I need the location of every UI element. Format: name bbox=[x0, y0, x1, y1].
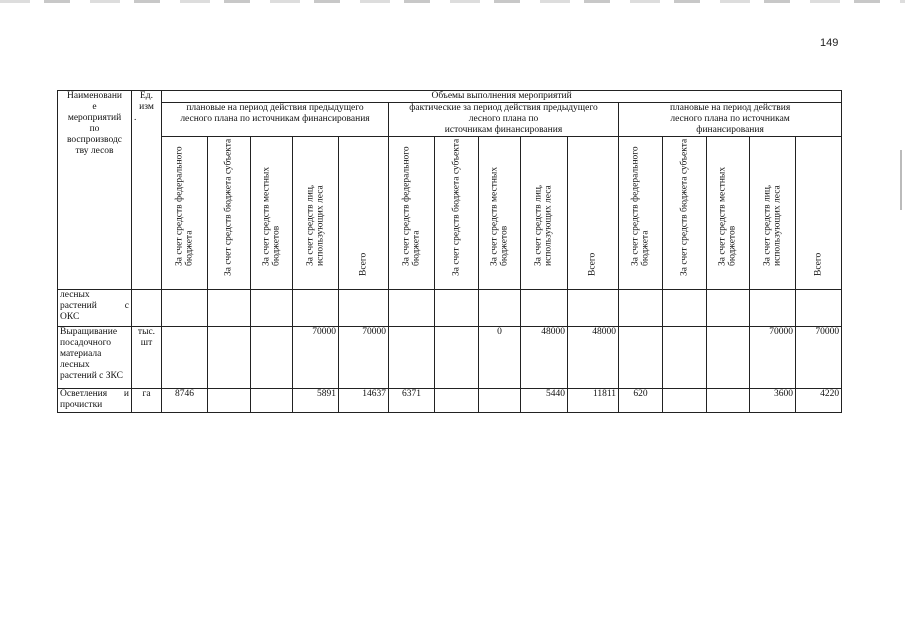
value-cell: 4220 bbox=[796, 389, 842, 413]
value-cell bbox=[389, 327, 435, 389]
subcolumn-header bbox=[568, 137, 619, 290]
subcolumn-header-label: За счет средств местных бюджетов bbox=[261, 166, 281, 266]
value-cell: 3600 bbox=[750, 389, 796, 413]
value-cell bbox=[750, 290, 796, 327]
subcolumn-header bbox=[293, 137, 339, 290]
header-row-main bbox=[58, 91, 842, 103]
unit-header-cell bbox=[132, 91, 162, 290]
unit-header-line: Ед. bbox=[139, 91, 153, 101]
value-cell bbox=[707, 327, 750, 389]
value-cell: 70000 bbox=[796, 327, 842, 389]
name-header-line: тву лесов bbox=[75, 146, 114, 156]
row-name-line: материала bbox=[60, 349, 102, 359]
table-row bbox=[58, 327, 842, 389]
row-unit-line: шт bbox=[140, 338, 153, 348]
subcolumn-header-label: За счет средств федерального бюджета bbox=[174, 146, 194, 266]
subcolumn-header bbox=[479, 137, 521, 290]
value-cell bbox=[619, 327, 663, 389]
subcolumn-header bbox=[521, 137, 568, 290]
value-cell bbox=[707, 290, 750, 327]
subcolumn-header-label: За счет средств лиц, использующих леса bbox=[762, 184, 782, 266]
forest-reproduction-table bbox=[57, 90, 842, 413]
row-name-line: Выращивание bbox=[60, 327, 118, 337]
value-cell: 48000 bbox=[521, 327, 568, 389]
subcolumn-header-label: Всего bbox=[812, 252, 823, 276]
subcolumn-header-label: За счет средств федерального бюджета bbox=[401, 146, 421, 266]
value-cell bbox=[435, 389, 479, 413]
group-header-planned-previous: плановые на период действия предыдущего лесного плана по источникам финансирования bbox=[162, 103, 389, 137]
value-cell bbox=[162, 290, 208, 327]
table-row bbox=[58, 290, 842, 327]
value-cell bbox=[663, 290, 707, 327]
group-header-actual-previous: фактические за период действия предыдущего лесного плана по источникам финансирования bbox=[389, 103, 619, 137]
value-cell bbox=[208, 389, 251, 413]
subcolumn-header bbox=[162, 137, 208, 290]
value-cell bbox=[568, 290, 619, 327]
row-unit-cell bbox=[132, 389, 162, 413]
row-name-line: Осветления и bbox=[60, 389, 129, 399]
subcolumn-header-label: За счет средств бюджета субъекта bbox=[678, 138, 689, 276]
value-cell bbox=[707, 389, 750, 413]
subcolumn-header-label: За счет средств лиц, использующих леса bbox=[533, 184, 553, 266]
value-cell: 70000 bbox=[339, 327, 389, 389]
value-cell: 48000 bbox=[568, 327, 619, 389]
scan-edge-right bbox=[900, 150, 902, 210]
value-cell bbox=[208, 290, 251, 327]
value-cell: 70000 bbox=[750, 327, 796, 389]
row-unit-cell bbox=[132, 290, 162, 327]
value-cell bbox=[339, 290, 389, 327]
value-cell: 11811 bbox=[568, 389, 619, 413]
subcolumn-header bbox=[339, 137, 389, 290]
subcolumn-header bbox=[663, 137, 707, 290]
value-cell bbox=[663, 389, 707, 413]
unit-header-line: изм bbox=[139, 102, 154, 112]
subcolumn-header-label: За счет средств бюджета субъекта bbox=[450, 138, 461, 276]
value-cell bbox=[796, 290, 842, 327]
subcolumn-header bbox=[208, 137, 251, 290]
value-cell bbox=[479, 389, 521, 413]
table-body bbox=[58, 91, 842, 413]
row-name-line: растений с bbox=[60, 301, 129, 311]
subcolumn-header bbox=[251, 137, 293, 290]
value-cell: 6371 bbox=[389, 389, 435, 413]
row-name-cell bbox=[58, 290, 132, 327]
value-cell bbox=[663, 327, 707, 389]
name-header-line: воспроизводс bbox=[67, 135, 122, 145]
name-header-line: по bbox=[89, 124, 100, 134]
value-cell: 620 bbox=[619, 389, 663, 413]
row-unit-line: га bbox=[142, 389, 151, 399]
subcolumn-header-label: За счет средств местных бюджетов bbox=[489, 166, 509, 266]
row-name-line: лесных bbox=[60, 290, 90, 300]
value-cell bbox=[435, 327, 479, 389]
subcolumn-header bbox=[707, 137, 750, 290]
row-unit-cell bbox=[132, 327, 162, 389]
value-cell: 0 bbox=[479, 327, 521, 389]
scan-edge-top bbox=[0, 0, 905, 3]
page-number: 149 bbox=[820, 37, 839, 49]
subcolumn-header-label: За счет средств лиц, использующих леса bbox=[305, 184, 325, 266]
value-cell: 5440 bbox=[521, 389, 568, 413]
value-cell: 14637 bbox=[339, 389, 389, 413]
row-name-line: ОКС bbox=[60, 312, 80, 322]
value-cell bbox=[208, 327, 251, 389]
unit-header-line: . bbox=[134, 113, 137, 123]
subcolumn-header-label: Всего bbox=[357, 252, 368, 276]
name-header-line: мероприятий bbox=[67, 113, 122, 123]
row-name-line: лесных bbox=[60, 360, 90, 370]
value-cell bbox=[251, 389, 293, 413]
subcolumn-header-label: За счет средств федерального бюджета bbox=[630, 146, 650, 266]
subcolumn-header bbox=[750, 137, 796, 290]
row-unit-line: тыс. bbox=[137, 327, 156, 337]
header-row-groups bbox=[58, 103, 842, 137]
value-cell bbox=[293, 290, 339, 327]
group-header-planned-current: плановые на период действия лесного плана по источникам финансирования bbox=[619, 103, 842, 137]
value-cell bbox=[162, 327, 208, 389]
value-cell bbox=[619, 290, 663, 327]
subcolumn-header-label: Всего bbox=[587, 252, 598, 276]
value-cell bbox=[251, 327, 293, 389]
value-cell bbox=[479, 290, 521, 327]
row-name-cell bbox=[58, 389, 132, 413]
subcolumn-header-label: За счет средств бюджета субъекта bbox=[223, 138, 234, 276]
subcolumn-header bbox=[389, 137, 435, 290]
subcolumn-header bbox=[796, 137, 842, 290]
name-header-line: Наименовани bbox=[67, 91, 122, 101]
value-cell: 8746 bbox=[162, 389, 208, 413]
value-cell bbox=[435, 290, 479, 327]
header-row-subcols bbox=[58, 137, 842, 290]
value-cell bbox=[251, 290, 293, 327]
row-name-line: посадочного bbox=[60, 338, 111, 348]
row-name-cell bbox=[58, 327, 132, 389]
subcolumn-header-label: За счет средств местных бюджетов bbox=[717, 166, 737, 266]
name-header-line: е bbox=[92, 102, 97, 112]
volumes-header: Объемы выполнения мероприятий bbox=[162, 91, 842, 103]
value-cell: 5891 bbox=[293, 389, 339, 413]
value-cell: 70000 bbox=[293, 327, 339, 389]
row-name-line: растений с ЗКС bbox=[60, 371, 123, 381]
row-name-line: прочистки bbox=[60, 400, 103, 410]
table-row bbox=[58, 389, 842, 413]
name-header-cell bbox=[58, 91, 132, 290]
value-cell bbox=[389, 290, 435, 327]
subcolumn-header bbox=[619, 137, 663, 290]
value-cell bbox=[521, 290, 568, 327]
subcolumn-header bbox=[435, 137, 479, 290]
